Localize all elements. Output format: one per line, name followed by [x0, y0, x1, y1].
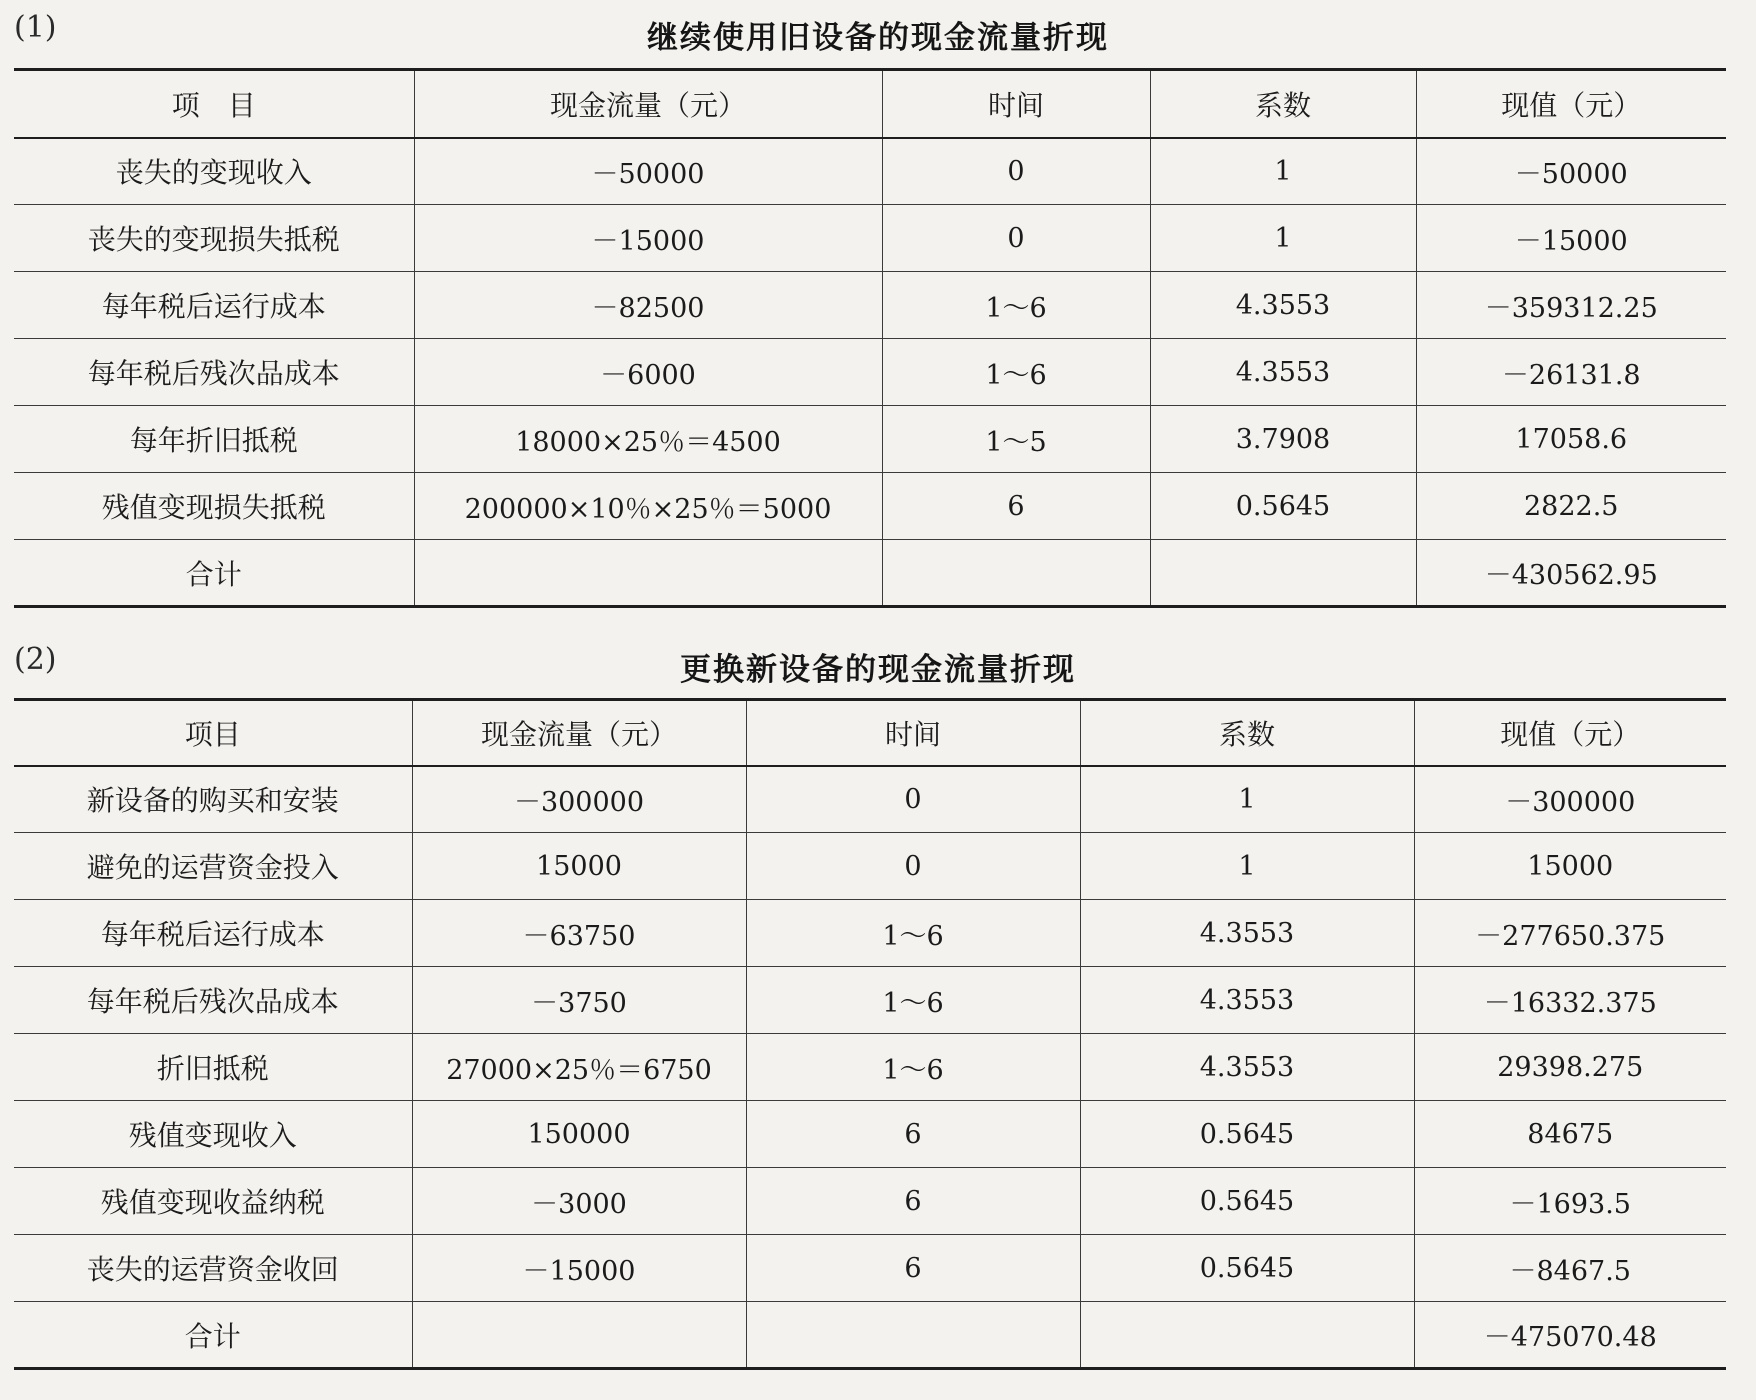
row-time: 6 [746, 1235, 1080, 1302]
table-row [14, 900, 1726, 967]
row-item: 每年税后残次品成本 [14, 339, 414, 406]
row-item: 残值变现收益纳税 [14, 1168, 412, 1235]
row-present-value: －16332.375 [1414, 967, 1726, 1034]
row-cash-flow: 200000×10％×25％＝5000 [414, 473, 882, 540]
row-factor: 0.5645 [1150, 473, 1416, 540]
row-factor: 4.3553 [1150, 272, 1416, 339]
column-header-item: 项目 [14, 700, 412, 766]
row-factor: 4.3553 [1080, 900, 1414, 967]
column-header-present-value: 现值（元） [1416, 70, 1726, 138]
row-present-value: －26131.8 [1416, 339, 1726, 406]
row-item: 避免的运营资金投入 [14, 833, 412, 900]
row-cash-flow: 15000 [412, 833, 746, 900]
section-label: (1) [14, 10, 57, 45]
header-row [14, 70, 1726, 138]
row-cash-flow [414, 540, 882, 607]
table-row [14, 205, 1726, 272]
row-item: 丧失的变现损失抵税 [14, 205, 414, 272]
table-row [14, 473, 1726, 540]
row-cash-flow: 150000 [412, 1101, 746, 1168]
row-present-value: －277650.375 [1414, 900, 1726, 967]
row-item: 每年折旧抵税 [14, 406, 414, 473]
row-item: 残值变现收入 [14, 1101, 412, 1168]
row-item: 新设备的购买和安装 [14, 766, 412, 833]
table-title: 继续使用旧设备的现金流量折现 [647, 20, 1109, 56]
row-time: 1～6 [746, 1034, 1080, 1101]
column-header-time: 时间 [882, 70, 1150, 138]
row-time: 1～5 [882, 406, 1150, 473]
row-present-value: －300000 [1414, 766, 1726, 833]
row-cash-flow: －63750 [412, 900, 746, 967]
row-factor: 4.3553 [1080, 1034, 1414, 1101]
row-item: 每年税后残次品成本 [14, 967, 412, 1034]
row-factor: 4.3553 [1150, 339, 1416, 406]
row-present-value: 17058.6 [1416, 406, 1726, 473]
row-present-value: 2822.5 [1416, 473, 1726, 540]
table-row [14, 967, 1726, 1034]
row-cash-flow: －3750 [412, 967, 746, 1034]
table-title: 更换新设备的现金流量折现 [680, 652, 1076, 688]
row-cash-flow: －6000 [414, 339, 882, 406]
row-cash-flow [412, 1302, 746, 1369]
row-cash-flow: 18000×25％＝4500 [414, 406, 882, 473]
row-time: 6 [882, 473, 1150, 540]
table-row [14, 766, 1726, 833]
row-factor: 1 [1080, 766, 1414, 833]
row-item: 每年税后运行成本 [14, 900, 412, 967]
row-factor: 1 [1150, 205, 1416, 272]
row-cash-flow: －15000 [412, 1235, 746, 1302]
column-header-time: 时间 [746, 700, 1080, 766]
table-row [14, 272, 1726, 339]
row-cash-flow: －3000 [412, 1168, 746, 1235]
table-row [14, 1101, 1726, 1168]
row-factor [1080, 1302, 1414, 1369]
row-present-value: －50000 [1416, 138, 1726, 205]
column-header-factor: 系数 [1080, 700, 1414, 766]
row-time [746, 1302, 1080, 1369]
table-row [14, 406, 1726, 473]
row-cash-flow: －50000 [414, 138, 882, 205]
row-item: 丧失的运营资金收回 [14, 1235, 412, 1302]
row-item: 折旧抵税 [14, 1034, 412, 1101]
row-factor: 1 [1080, 833, 1414, 900]
table-row [14, 833, 1726, 900]
row-time [882, 540, 1150, 607]
table-row [14, 339, 1726, 406]
total-label: 合计 [184, 1319, 241, 1353]
row-factor: 0.5645 [1080, 1101, 1414, 1168]
row-present-value: －1693.5 [1414, 1168, 1726, 1235]
row-present-value: 84675 [1414, 1101, 1726, 1168]
row-factor [1150, 540, 1416, 607]
row-time: 1～6 [746, 967, 1080, 1034]
column-header-factor: 系数 [1150, 70, 1416, 138]
row-present-value: 29398.275 [1414, 1034, 1726, 1101]
row-factor: 1 [1150, 138, 1416, 205]
row-time: 1～6 [746, 900, 1080, 967]
row-time: 1～6 [882, 272, 1150, 339]
row-time: 0 [882, 138, 1150, 205]
table-row [14, 1235, 1726, 1302]
row-time: 1～6 [882, 339, 1150, 406]
row-time: 0 [882, 205, 1150, 272]
row-factor: 3.7908 [1150, 406, 1416, 473]
row-item: 残值变现损失抵税 [14, 473, 414, 540]
row-present-value: －15000 [1416, 205, 1726, 272]
column-header-item: 项 目 [14, 70, 414, 138]
row-item: 每年税后运行成本 [14, 272, 414, 339]
total-present-value: －430562.95 [1416, 540, 1726, 607]
row-item: 丧失的变现收入 [14, 138, 414, 205]
row-time: 6 [746, 1168, 1080, 1235]
column-header-present-value: 现值（元） [1414, 700, 1726, 766]
row-cash-flow: 27000×25％＝6750 [412, 1034, 746, 1101]
row-present-value: －359312.25 [1416, 272, 1726, 339]
row-factor: 0.5645 [1080, 1168, 1414, 1235]
table-row [14, 138, 1726, 205]
row-cash-flow: －82500 [414, 272, 882, 339]
row-present-value: 15000 [1414, 833, 1726, 900]
cash-flow-table-old [14, 68, 1726, 608]
header-row [14, 700, 1726, 766]
row-time: 6 [746, 1101, 1080, 1168]
table-row [14, 1034, 1726, 1101]
total-label: 合计 [185, 557, 242, 591]
column-header-cash-flow: 现金流量（元） [412, 700, 746, 766]
row-present-value: －8467.5 [1414, 1235, 1726, 1302]
section-label: (2) [14, 642, 57, 677]
table-row [14, 1168, 1726, 1235]
total-row [14, 1302, 1726, 1369]
row-time: 0 [746, 766, 1080, 833]
row-time: 0 [746, 833, 1080, 900]
row-cash-flow: －300000 [412, 766, 746, 833]
row-factor: 4.3553 [1080, 967, 1414, 1034]
total-present-value: －475070.48 [1414, 1302, 1726, 1369]
row-factor: 0.5645 [1080, 1235, 1414, 1302]
cash-flow-table-new [14, 698, 1726, 1370]
total-row [14, 540, 1726, 607]
row-cash-flow: －15000 [414, 205, 882, 272]
column-header-cash-flow: 现金流量（元） [414, 70, 882, 138]
